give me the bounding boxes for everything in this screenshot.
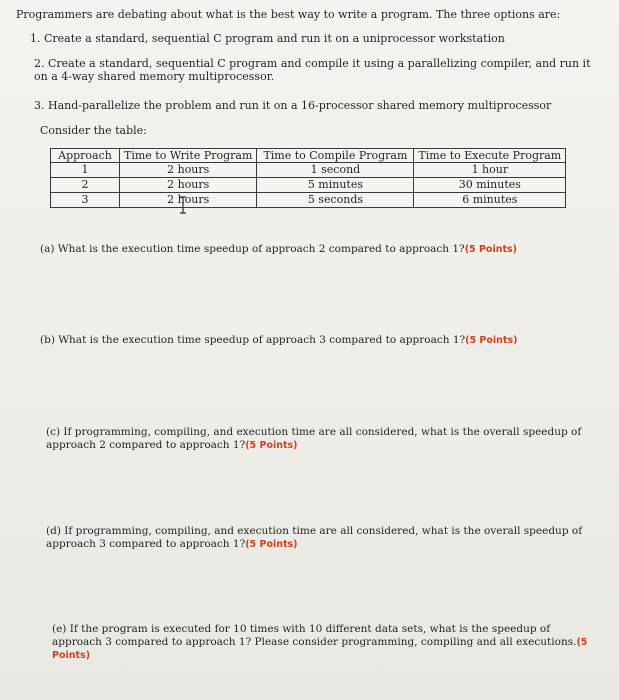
question-b-text: (b) What is the execution time speedup of approach 3 compared to approach 1? xyxy=(40,334,466,346)
table-cell: 2 hours xyxy=(120,163,257,178)
question-a-points: (5 Points) xyxy=(464,244,518,255)
table-cell: 6 minutes xyxy=(414,193,566,208)
table-row xyxy=(51,178,566,193)
question-c-points: (5 Points) xyxy=(245,440,298,451)
table-cell: 2 hours xyxy=(120,178,257,193)
table-cell: 5 minutes xyxy=(257,178,414,193)
header-approach: Approach xyxy=(51,149,120,163)
question-d xyxy=(46,525,586,551)
table-row xyxy=(51,193,566,208)
question-b xyxy=(40,334,600,347)
header-execute-time: Time to Execute Program xyxy=(414,149,566,163)
table-cell: 5 seconds xyxy=(257,193,414,208)
table-header-row xyxy=(51,149,566,163)
question-b-points: (5 Points) xyxy=(465,335,518,346)
question-e xyxy=(52,623,592,662)
option-1: 1. Create a standard, sequential C program and run it on a uniprocessor workstation xyxy=(30,32,505,45)
table-row xyxy=(51,163,566,178)
option-3: 3. Hand-parallelize the problem and run it on a 16-processor shared memory multiprocessor xyxy=(34,99,552,112)
comparison-table xyxy=(50,148,566,208)
table-cell: 1 xyxy=(51,163,120,178)
table-cell: 2 hours xyxy=(120,193,257,208)
intro-text: Programmers are debating about what is the best way to write a program. The three options are: xyxy=(16,8,561,21)
consider-label: Consider the table: xyxy=(40,124,147,137)
question-e-points: (5 Points) xyxy=(52,637,588,661)
header-write-time: Time to Write Program xyxy=(120,149,257,163)
question-d-text: (d) If programming, compiling, and execution time are all considered, what is the overall speedup of approach 3 compared to approach 1? xyxy=(46,525,583,550)
header-compile-time: Time to Compile Program xyxy=(257,149,414,163)
table-cell: 1 hour xyxy=(414,163,566,178)
table-cell: 3 xyxy=(51,193,120,208)
question-e-text: (e) If the program is executed for 10 times with 10 different data sets, what is the speedup of approach 3 compared to approach 1? Please consider programming, compiling and all executions. xyxy=(52,623,577,648)
option-2: 2. Create a standard, sequential C program and compile it using a parallelizing compiler, and run it on a 4-way shared memory multiprocessor. xyxy=(34,57,591,83)
table-cell: 2 xyxy=(51,178,120,193)
question-a-text: (a) What is the execution time speedup of approach 2 compared to approach 1? xyxy=(40,243,465,255)
question-c xyxy=(46,426,586,452)
table-cell: 30 minutes xyxy=(414,178,566,193)
question-d-points: (5 Points) xyxy=(245,539,298,550)
table-cell: 1 second xyxy=(257,163,414,178)
question-a xyxy=(40,243,600,256)
question-c-text: (c) If programming, compiling, and execution time are all considered, what is the overall speedup of approach 2 compared to approach 1? xyxy=(46,426,582,451)
text-cursor-icon xyxy=(178,196,188,214)
